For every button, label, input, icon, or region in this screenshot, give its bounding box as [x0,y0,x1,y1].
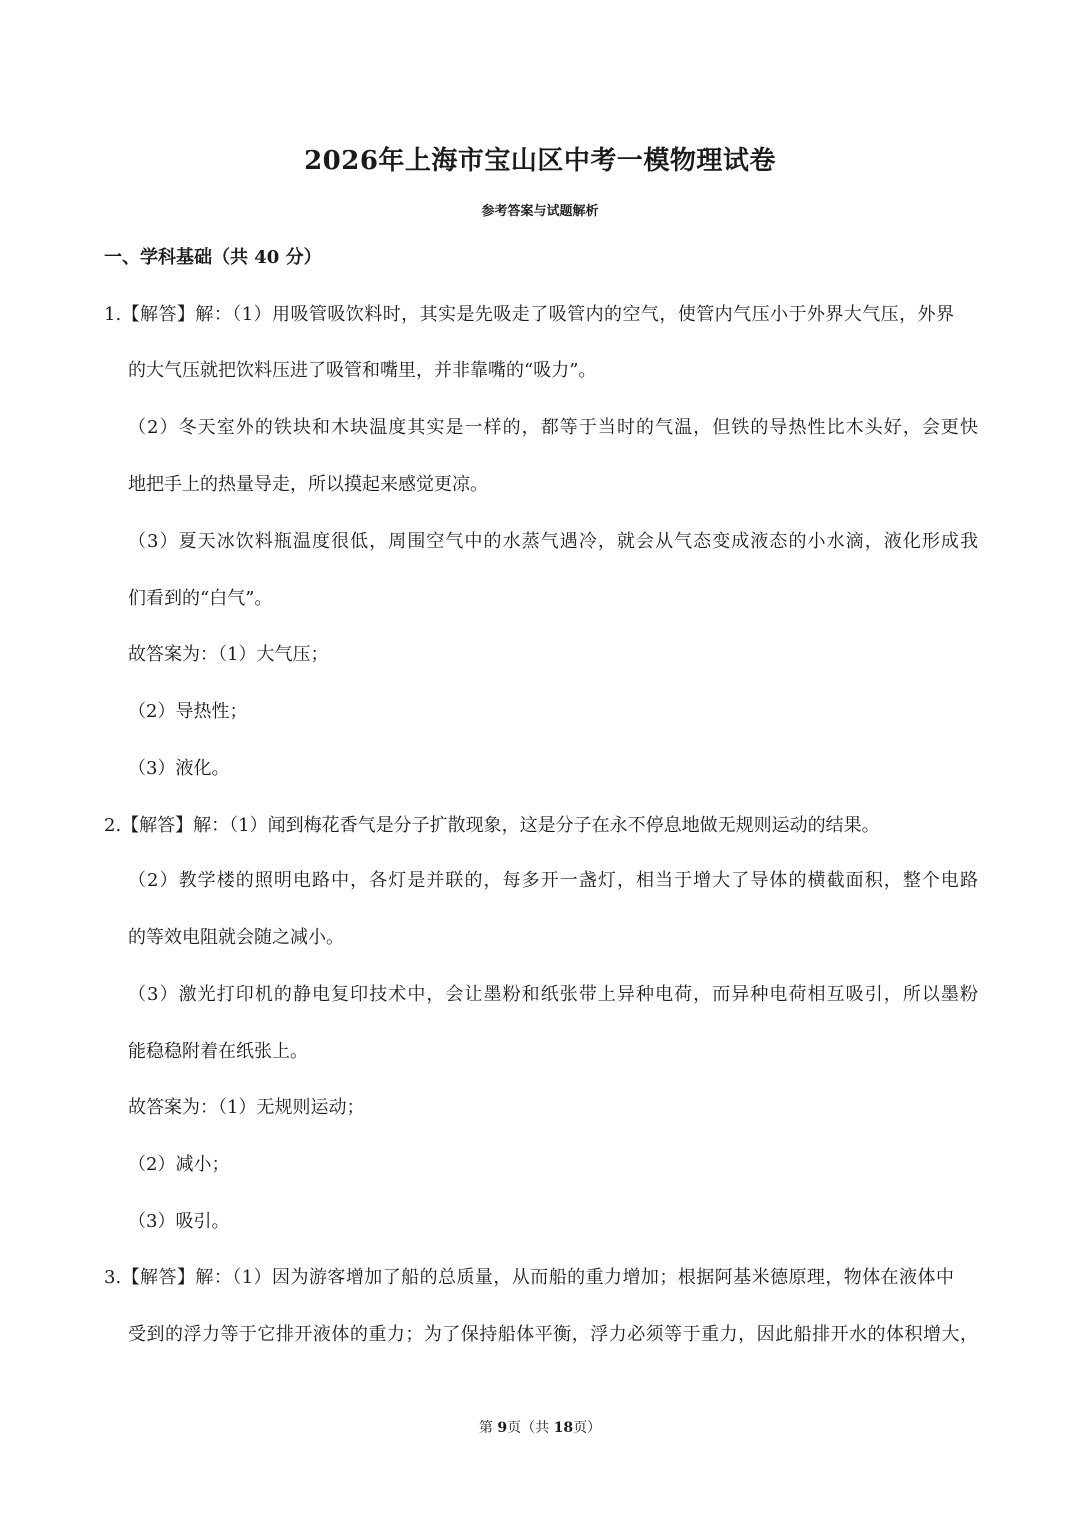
footer-suffix: 页） [573,1420,602,1436]
page-footer [0,1417,1080,1437]
answer-line: 地把手上的热量导走，所以摸起来感觉更凉。 [128,474,488,495]
answer-line: 1.【解答】解：（1）用吸管吸饮料时，其实是先吸走了吸管内的空气，使管内气压小于外界大气压，外界 [104,304,954,325]
answer-line: 能稳稳附着在纸张上。 [128,1041,308,1062]
answer-line: 2.【解答】解：（1）闻到梅花香气是分子扩散现象，这是分子在永不停息地做无规则运动的结果。 [104,815,880,836]
answer-line: （2）导热性； [128,701,248,722]
footer-page-number: 9 [497,1420,508,1436]
answer-line: 3.【解答】解：（1）因为游客增加了船的总质量，从而船的重力增加；根据阿基米德原理，物体在液体中 [104,1267,954,1288]
answer-line: （2）冬天室外的铁块和木块温度其实是一样的，都等于当时的气温，但铁的导热性比木头好，会更快 [128,417,978,438]
answer-line: （3）夏天冰饮料瓶温度很低，周围空气中的水蒸气遇冷，就会从气态变成液态的小水滴，液化形成我 [128,531,978,552]
footer-middle: 页（共 [507,1420,554,1436]
answer-line: （2）减小； [128,1154,230,1175]
answer-line: （3）激光打印机的静电复印技术中，会让墨粉和纸张带上异种电荷，而异种电荷相互吸引，所以墨粉 [128,984,978,1005]
answer-line: 的大气压就把饮料压进了吸管和嘴里，并非靠嘴的“吸力”。 [128,360,597,381]
answer-line: 受到的浮力等于它排开液体的重力；为了保持船体平衡，浮力必须等于重力，因此船排开水的体积增大， [128,1324,978,1345]
footer-prefix: 第 [478,1420,498,1436]
answer-line: （3）吸引。 [128,1211,230,1232]
answer-line: （3）液化。 [128,758,230,779]
answer-line: 们看到的“白气”。 [128,588,273,609]
answer-line: 故答案为：（1）无规则运动； [128,1097,365,1118]
answer-line: 的等效电阻就会随之减小。 [128,927,344,948]
page-title: 2026年上海市宝山区中考一模物理试卷 [304,146,776,176]
page-subtitle: 参考答案与试题解析 [481,204,599,219]
section-heading: 一、学科基础（共 40 分） [104,247,322,268]
answer-line: （2）教学楼的照明电路中，各灯是并联的，每多开一盏灯，相当于增大了导体的横截面积，整个电路 [128,870,978,891]
answer-line: 故答案为：（1）大气压； [128,644,329,665]
footer-total-pages: 18 [553,1420,574,1436]
